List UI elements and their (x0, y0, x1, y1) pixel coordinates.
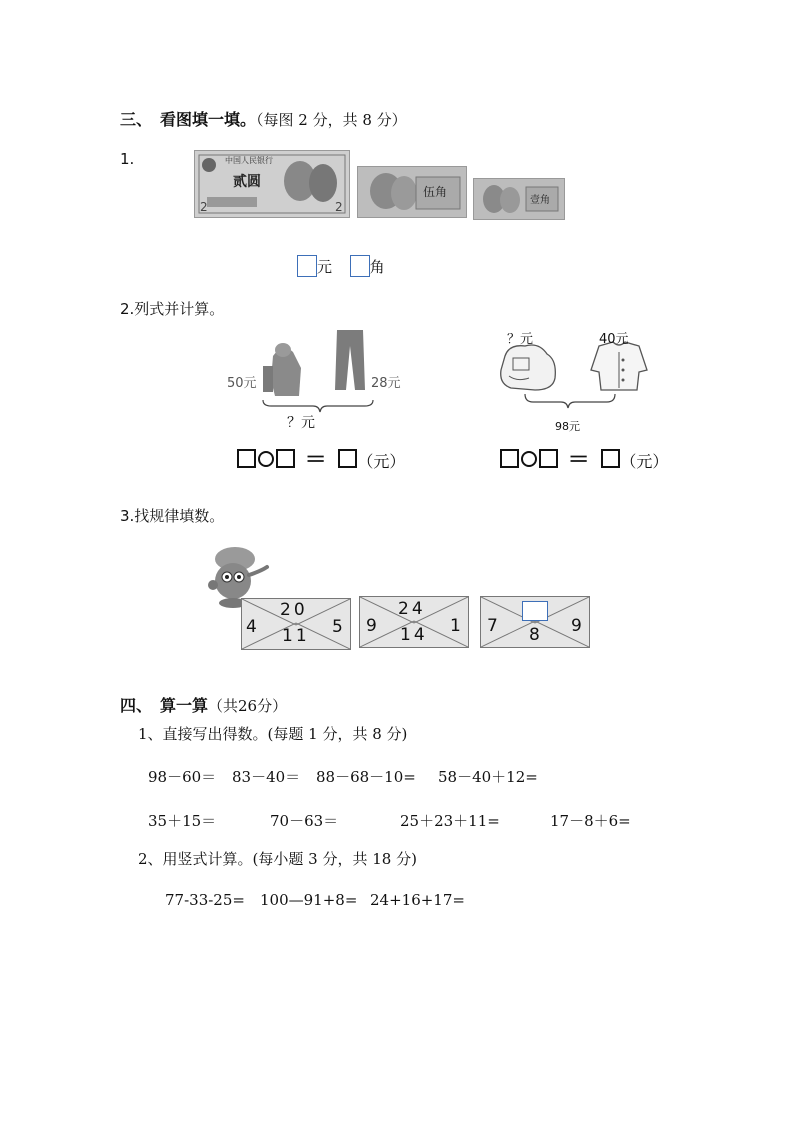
money-answer-row (297, 255, 385, 277)
section-3-note: （每图 2 分，共 8 分） (256, 111, 407, 129)
right-price-picture (495, 326, 665, 436)
envelope-2-top: 24 (398, 599, 426, 619)
envelope-3-answer-box[interactable] (522, 601, 548, 621)
sweater-price: 50元 (227, 376, 257, 391)
part-1-row-1-item-2: 83－40＝ (232, 768, 301, 786)
envelope-3 (480, 596, 590, 648)
envelope-1-right: 5 (332, 617, 346, 637)
one-jiao-bill (473, 178, 565, 220)
part-1-row-2-item-1: 35＋15＝ (148, 812, 217, 830)
part-1-row-1-item-1: 98－60＝ (148, 768, 217, 786)
left-eq-box-1[interactable] (237, 449, 256, 468)
svg-text:2: 2 (335, 200, 343, 214)
part-1-row-1-item-4: 58－40＋12= (438, 768, 538, 786)
section-4-note: （共26分） (208, 697, 288, 715)
envelope-2-right: 1 (450, 616, 464, 636)
part-1-row-1-item-3: 88－68－10= (316, 768, 416, 786)
one-jiao-bill-art (474, 179, 564, 219)
section-4-title (120, 693, 287, 716)
five-jiao-bill (357, 166, 467, 218)
left-eq-result-box[interactable] (338, 449, 357, 468)
jacket-price: 40元 (599, 332, 629, 347)
right-eq-unit: （元） (620, 452, 669, 471)
envelope-1 (241, 598, 351, 650)
envelope-3-left: 7 (487, 616, 501, 636)
yuan-answer-box[interactable] (297, 255, 317, 277)
five-jiao-bill-art (358, 167, 466, 217)
question-3-title: 3.找规律填数。 (120, 507, 225, 525)
jiao-label: 角 (369, 258, 385, 276)
envelope-2-bottom: 14 (400, 625, 428, 645)
question-1-number: 1. (120, 150, 135, 168)
yuan-label: 元 (317, 258, 333, 276)
jiao-answer-box[interactable] (350, 255, 370, 277)
part-2-title: 2、用竖式计算。(每小题 3 分，共 18 分) (138, 850, 417, 868)
envelope-2-left: 9 (366, 616, 380, 636)
part-1-title: 1、直接写出得数。(每题 1 分，共 8 分) (138, 725, 408, 743)
right-eq-box-2[interactable] (539, 449, 558, 468)
right-eq-box-1[interactable] (500, 449, 519, 468)
envelope-1-left: 4 (246, 617, 260, 637)
left-price-picture (225, 328, 415, 433)
pants-price: 28元 (371, 376, 401, 391)
right-eq-operator-circle[interactable] (521, 451, 537, 467)
envelope-1-top: 20 (280, 600, 308, 620)
part-1-row-2-item-2: 70－63＝ (270, 812, 339, 830)
left-equation: ＝ （元） (237, 443, 405, 474)
part-2-item-1: 77-33-25= (165, 891, 245, 909)
envelope-3-bottom: 8 (529, 625, 543, 645)
part-1-row-2-item-3: 25＋23＋11= (400, 812, 500, 830)
section-4-heading: 四、 算一算 (120, 696, 209, 715)
left-eq-unit: （元） (357, 452, 406, 471)
bill-header-text: 中国人民银行 (225, 156, 273, 165)
section-3-title (120, 107, 407, 130)
right-equation: ＝ （元） (500, 443, 668, 474)
question-2-title: 2.列式并计算。 (120, 300, 225, 318)
bag-price: ？元 (507, 332, 534, 347)
section-3-heading: 三、 看图填一填。 (120, 110, 257, 129)
right-total-price: 98元 (555, 420, 580, 433)
one-jiao-face-text: 壹角 (530, 195, 550, 206)
envelope-3-right: 9 (571, 616, 585, 636)
envelope-2 (359, 596, 469, 648)
part-2-item-2: 100—91+8= (260, 891, 358, 909)
left-total-price: ？元 (287, 415, 315, 431)
part-2-item-3: 24+16+17= (370, 891, 465, 909)
two-yuan-bill (194, 150, 350, 218)
left-eq-operator-circle[interactable] (258, 451, 274, 467)
left-eq-box-2[interactable] (276, 449, 295, 468)
envelope-1-bottom: 11 (282, 626, 310, 646)
svg-text:2: 2 (200, 200, 208, 214)
right-eq-result-box[interactable] (601, 449, 620, 468)
two-yuan-face-text: 贰圆 (233, 174, 261, 190)
five-jiao-face-text: 伍角 (423, 185, 448, 199)
part-1-row-2-item-4: 17－8＋6= (550, 812, 631, 830)
